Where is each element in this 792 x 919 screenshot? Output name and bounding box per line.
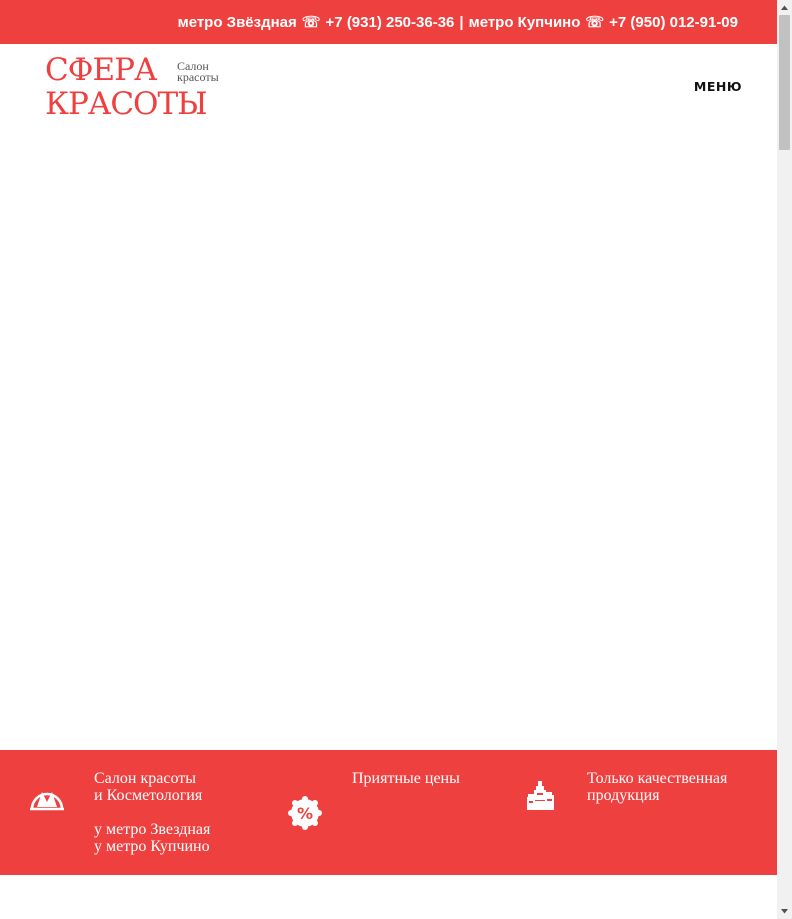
metro-icon — [29, 783, 65, 811]
cosmetics-bottles-icon — [526, 780, 556, 812]
location-zvezdnaya: метро Звёздная — [177, 13, 297, 31]
logo-line1: СФЕРА — [45, 52, 157, 88]
phone-icon: ☏ — [585, 14, 605, 31]
site-logo[interactable] — [45, 52, 230, 124]
feature-prices-text — [352, 770, 460, 787]
scroll-down-arrow-icon[interactable] — [777, 904, 792, 919]
logo-subtitle-line2: красоты — [177, 70, 219, 84]
menu-button[interactable]: МЕНЮ — [693, 79, 742, 94]
scrollbar-thumb[interactable] — [779, 15, 790, 150]
feature-salon-line3: у метро Звездная — [94, 821, 211, 838]
discount-percent-icon — [288, 796, 322, 830]
location-kupchino: метро Купчино — [468, 13, 581, 31]
feature-quality-line2: продукция — [587, 787, 660, 804]
feature-salon-line4: у метро Купчино — [94, 838, 210, 855]
logo-line2: КРАСОТЫ — [45, 86, 207, 122]
vertical-scrollbar[interactable] — [777, 0, 792, 919]
phone-icon: ☏ — [301, 14, 321, 31]
features-band — [0, 750, 777, 875]
feature-salon-text — [94, 770, 210, 855]
top-contact-bar — [0, 0, 777, 44]
feature-quality-text — [587, 770, 727, 804]
feature-quality-line1: Только качественная — [587, 770, 728, 787]
feature-prices-line1: Приятные цены — [352, 770, 460, 787]
logo-subtitle — [177, 61, 219, 83]
percent-glyph: % — [296, 804, 314, 823]
scroll-up-arrow-icon[interactable] — [777, 0, 792, 15]
separator: | — [459, 13, 464, 31]
logo-subtitle-line1: Салон — [177, 59, 209, 73]
feature-salon-line1: Салон красоты — [94, 770, 196, 787]
phone-link-kupchino[interactable]: +7 (950) 012-91-09 — [609, 13, 738, 31]
feature-salon-line2: и Косметология — [94, 787, 203, 804]
phone-link-zvezdnaya[interactable]: +7 (931) 250-36-36 — [325, 13, 455, 31]
